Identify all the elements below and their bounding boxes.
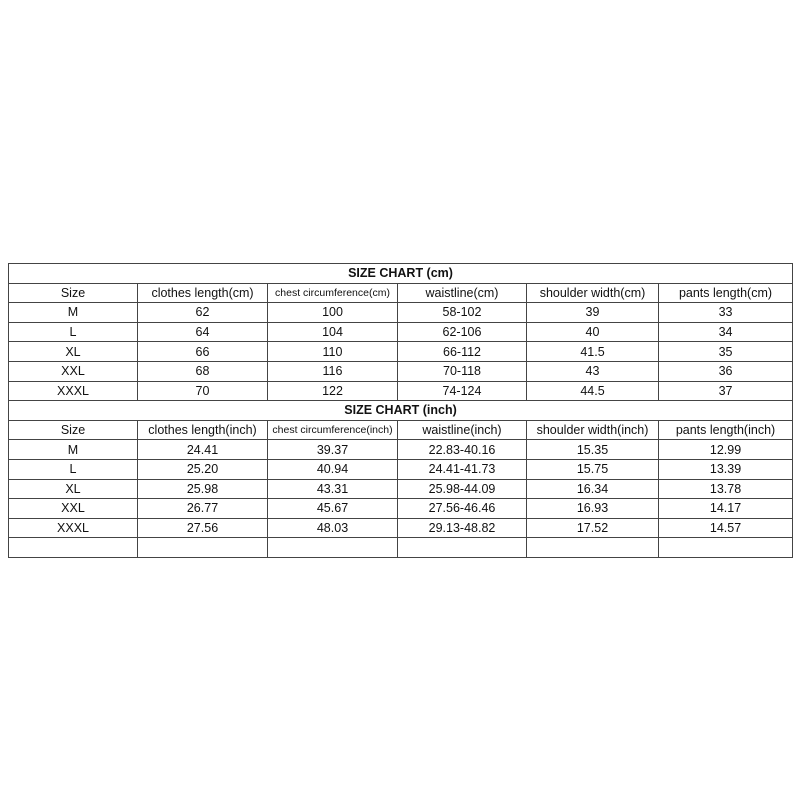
- chest-cell: 104: [268, 322, 398, 342]
- clothes-length-cell: 64: [138, 322, 268, 342]
- pants-length-cell: 36: [659, 361, 793, 381]
- cm-header-size: Size: [9, 283, 138, 303]
- pants-length-cell: 12.99: [659, 440, 793, 460]
- shoulder-width-cell: 15.35: [527, 440, 659, 460]
- table-row: [9, 322, 793, 342]
- pants-length-cell: 33: [659, 303, 793, 323]
- clothes-length-cell: 68: [138, 361, 268, 381]
- shoulder-width-cell: 43: [527, 361, 659, 381]
- tail-cell: [9, 538, 138, 558]
- waistline-cell: 58-102: [398, 303, 527, 323]
- chest-cell: 40.94: [268, 459, 398, 479]
- tail-cell: [268, 538, 398, 558]
- table-row: [9, 479, 793, 499]
- pants-length-cell: 13.78: [659, 479, 793, 499]
- inch-header-waistline: waistline(inch): [398, 420, 527, 440]
- inch-header-row: [9, 420, 793, 440]
- inch-header-pants-length: pants length(inch): [659, 420, 793, 440]
- shoulder-width-cell: 39: [527, 303, 659, 323]
- chest-cell: 116: [268, 361, 398, 381]
- clothes-length-cell: 24.41: [138, 440, 268, 460]
- inch-header-chest: chest circumference(inch): [268, 420, 398, 440]
- size-cell: M: [9, 440, 138, 460]
- shoulder-width-cell: 17.52: [527, 518, 659, 538]
- size-cell: XXL: [9, 499, 138, 519]
- size-cell: XXXL: [9, 381, 138, 401]
- cm-header-pants-length: pants length(cm): [659, 283, 793, 303]
- pants-length-cell: 34: [659, 322, 793, 342]
- table-row: [9, 459, 793, 479]
- clothes-length-cell: 62: [138, 303, 268, 323]
- cm-title-row: [9, 264, 793, 284]
- clothes-length-cell: 66: [138, 342, 268, 362]
- table-row: [9, 381, 793, 401]
- table-row: [9, 518, 793, 538]
- waistline-cell: 62-106: [398, 322, 527, 342]
- table-row: [9, 499, 793, 519]
- inch-chart-title: SIZE CHART (inch): [9, 401, 793, 421]
- size-cell: M: [9, 303, 138, 323]
- chest-cell: 39.37: [268, 440, 398, 460]
- shoulder-width-cell: 16.93: [527, 499, 659, 519]
- shoulder-width-cell: 41.5: [527, 342, 659, 362]
- table-row: [9, 361, 793, 381]
- chest-cell: 43.31: [268, 479, 398, 499]
- cm-header-chest: chest circumference(cm): [268, 283, 398, 303]
- chest-cell: 122: [268, 381, 398, 401]
- chest-cell: 110: [268, 342, 398, 362]
- waistline-cell: 22.83-40.16: [398, 440, 527, 460]
- table-row: [9, 342, 793, 362]
- inch-header-size: Size: [9, 420, 138, 440]
- shoulder-width-cell: 44.5: [527, 381, 659, 401]
- size-cell: XL: [9, 342, 138, 362]
- size-cell: XXXL: [9, 518, 138, 538]
- pants-length-cell: 13.39: [659, 459, 793, 479]
- tail-cell: [659, 538, 793, 558]
- chest-cell: 45.67: [268, 499, 398, 519]
- tail-cell: [138, 538, 268, 558]
- cm-header-clothes-length: clothes length(cm): [138, 283, 268, 303]
- size-cell: L: [9, 322, 138, 342]
- inch-header-shoulder-width: shoulder width(inch): [527, 420, 659, 440]
- clothes-length-cell: 70: [138, 381, 268, 401]
- waistline-cell: 24.41-41.73: [398, 459, 527, 479]
- waistline-cell: 25.98-44.09: [398, 479, 527, 499]
- size-cell: XL: [9, 479, 138, 499]
- shoulder-width-cell: 15.75: [527, 459, 659, 479]
- inch-header-clothes-length: clothes length(inch): [138, 420, 268, 440]
- inch-title-row: [9, 401, 793, 421]
- pants-length-cell: 14.57: [659, 518, 793, 538]
- chest-cell: 48.03: [268, 518, 398, 538]
- cm-header-waistline: waistline(cm): [398, 283, 527, 303]
- pants-length-cell: 14.17: [659, 499, 793, 519]
- waistline-cell: 74-124: [398, 381, 527, 401]
- waistline-cell: 66-112: [398, 342, 527, 362]
- tail-cell: [527, 538, 659, 558]
- table-row: [9, 303, 793, 323]
- table-row: [9, 440, 793, 460]
- clothes-length-cell: 25.20: [138, 459, 268, 479]
- cm-chart-title: SIZE CHART (cm): [9, 264, 793, 284]
- table-tail-row: [9, 538, 793, 558]
- tail-cell: [398, 538, 527, 558]
- shoulder-width-cell: 40: [527, 322, 659, 342]
- pants-length-cell: 37: [659, 381, 793, 401]
- clothes-length-cell: 25.98: [138, 479, 268, 499]
- clothes-length-cell: 27.56: [138, 518, 268, 538]
- waistline-cell: 27.56-46.46: [398, 499, 527, 519]
- pants-length-cell: 35: [659, 342, 793, 362]
- waistline-cell: 70-118: [398, 361, 527, 381]
- cm-header-shoulder-width: shoulder width(cm): [527, 283, 659, 303]
- cm-header-row: [9, 283, 793, 303]
- chest-cell: 100: [268, 303, 398, 323]
- size-chart: [8, 263, 792, 558]
- size-cell: L: [9, 459, 138, 479]
- waistline-cell: 29.13-48.82: [398, 518, 527, 538]
- clothes-length-cell: 26.77: [138, 499, 268, 519]
- size-chart-table: [8, 263, 793, 558]
- shoulder-width-cell: 16.34: [527, 479, 659, 499]
- size-cell: XXL: [9, 361, 138, 381]
